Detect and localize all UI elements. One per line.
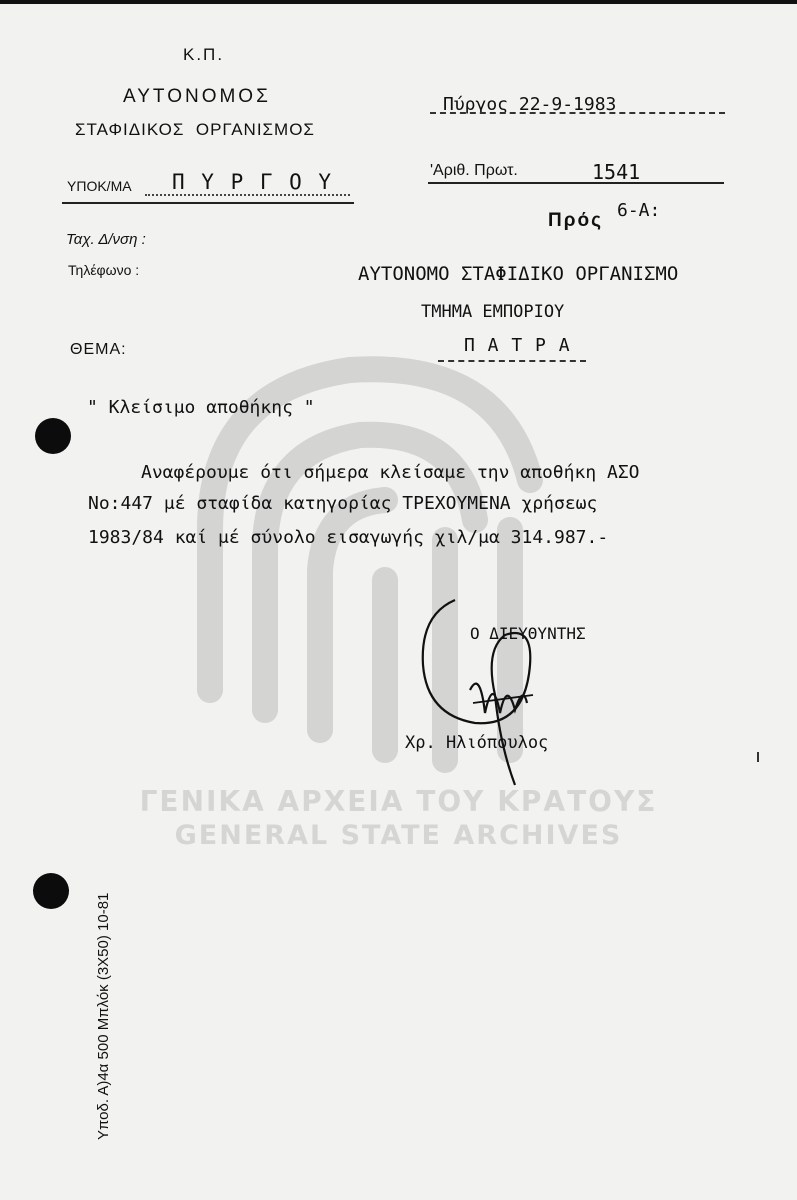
punch-hole-bottom bbox=[33, 873, 69, 909]
subject-label: ΘΕΜΑ: bbox=[70, 341, 127, 358]
address-label: Ταχ. Δ/νση : bbox=[66, 231, 146, 248]
org-name-line1: ΑΥΤΟΝΟΜΟΣ bbox=[123, 86, 271, 107]
org-name-line2: ΣΤΑΦΙΔΙΚΟΣ ΟΡΓΑΝΙΣΜΟΣ bbox=[75, 120, 315, 139]
branch-value: Π Υ Ρ Γ Ο Υ bbox=[172, 170, 334, 194]
signatory-name: Χρ. Ηλιόπουλος bbox=[405, 733, 549, 753]
recipient-city-underline bbox=[438, 360, 586, 362]
punch-hole-top bbox=[35, 418, 71, 454]
watermark-greek: ΓΕΝΙΚΑ ΑΡΧΕΙΑ ΤΟΥ ΚΡΑΤΟΥΣ bbox=[139, 785, 658, 818]
place-date: Πύργος 22-9-1983 bbox=[443, 94, 617, 115]
recipient-line2: ΤΜΗΜΑ ΕΜΠΟΡΙΟΥ bbox=[421, 302, 565, 322]
watermark-english: GENERAL STATE ARCHIVES bbox=[174, 820, 623, 851]
ink-speck bbox=[757, 752, 759, 762]
to-label: Πρός bbox=[548, 210, 603, 231]
body-line3: 1983/84 καί μέ σύνολο εισαγωγής χιλ/μα 314.987.- bbox=[88, 527, 609, 548]
handwritten-signature bbox=[415, 595, 555, 795]
branch-label: ΥΠΟΚ/ΜΑ bbox=[67, 178, 132, 194]
phone-label: Τηλέφωνο : bbox=[68, 262, 140, 278]
body-line2: Νο:447 μέ σταφίδα κατηγορίας ΤΡΕΧΟΥΜΕΝΑ χρήσεως bbox=[88, 493, 598, 514]
protocol-number: 1541 bbox=[592, 160, 641, 184]
protocol-label: 'Αριθ. Πρωτ. bbox=[430, 162, 518, 179]
kp-mark: Κ.Π. bbox=[183, 45, 225, 64]
recipient-line3: Π Α Τ Ρ Α bbox=[464, 335, 571, 356]
body-line1: Αναφέρουμε ότι σήμερα κλείσαμε την αποθήκη ΑΣΟ bbox=[141, 462, 640, 483]
branch-underline bbox=[62, 202, 354, 204]
signatory-title: Ο ΔΙΕΥΘΥΝΤΗΣ bbox=[470, 624, 586, 643]
protocol-underline bbox=[428, 182, 724, 184]
branch-dotted-line bbox=[145, 194, 350, 196]
recipient-line1: ΑΥΤΟΝΟΜΟ ΣΤΑΦΙΔΙΚΟ ΟΡΓΑΝΙΣΜΟ bbox=[358, 263, 679, 285]
subject-text: " Κλείσιμο αποθήκης " bbox=[87, 397, 315, 418]
place-date-underline bbox=[430, 112, 725, 114]
printer-note: Υποδ. Α)4α 500 Μπλόκ (3Χ50) 10-81 bbox=[95, 892, 112, 1140]
to-code: 6-Α: bbox=[617, 200, 661, 221]
